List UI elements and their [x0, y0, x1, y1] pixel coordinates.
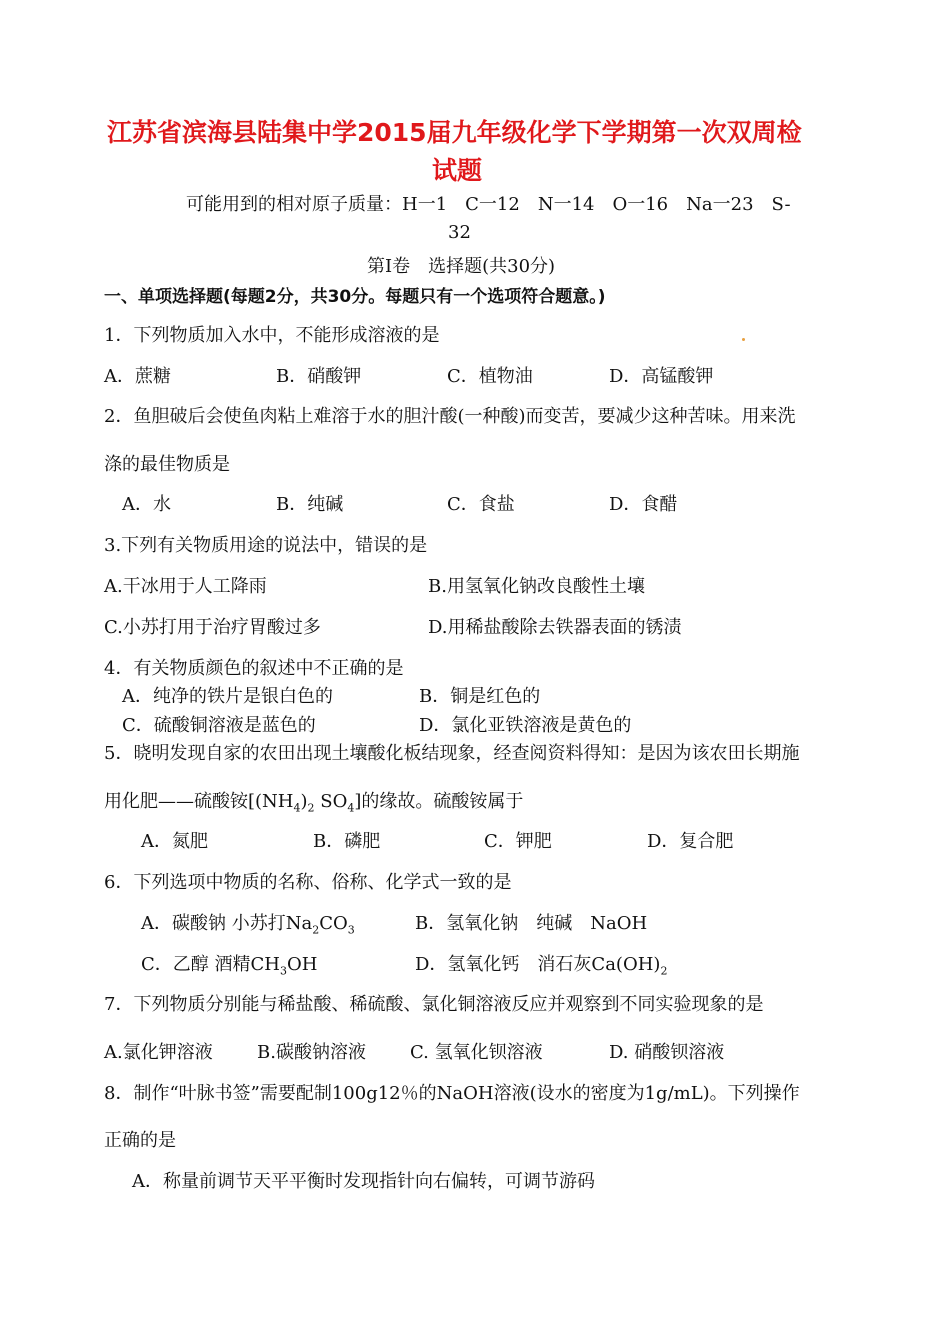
doc-title-line1: 江苏省滨海县陆集中学2015届九年级化学下学期第一次双周检: [107, 118, 802, 147]
q5-option-a: A．氮肥: [141, 831, 208, 852]
q6-stem: 6．下列选项中物质的名称、俗称、化学式一致的是: [104, 872, 512, 893]
q6-option-c: [141, 956, 317, 977]
q3-option-b: B.用氢氧化钠改良酸性土壤: [428, 576, 645, 597]
q4-option-c: C．硫酸铜溶液是蓝色的: [122, 715, 316, 736]
q5-sub-3: 4: [347, 801, 355, 815]
q1-option-c: C．植物油: [447, 366, 533, 387]
q3-option-d: D.用稀盐酸除去铁器表面的锈渍: [428, 617, 682, 638]
q2-option-a: A．水: [122, 494, 171, 515]
q5-option-d: D．复合肥: [647, 831, 734, 852]
q3-stem: 3.下列有关物质用途的说法中，错误的是: [104, 535, 428, 556]
q5-text-b: ): [300, 791, 308, 812]
q6-option-b: B．氢氧化钠 纯碱 NaOH: [415, 913, 648, 934]
q5-text-a: 用化肥——硫酸铵[(NH: [104, 791, 294, 812]
q6-d-sub: 2: [660, 964, 668, 978]
q6-option-d: [415, 956, 667, 977]
q1-option-a: A．蔗糖: [104, 366, 171, 387]
q6-c-text-b: OH: [286, 954, 318, 975]
q1-option-d: D．高锰酸钾: [609, 366, 714, 387]
q4-option-b: B．铜是红色的: [419, 686, 541, 707]
q2-option-d: D．食醋: [609, 494, 678, 515]
q6-a-text: A．碳酸钠 小苏打Na: [141, 913, 313, 934]
q6-c-sub: 3: [279, 964, 287, 978]
q1-option-b: B．硝酸钾: [276, 366, 362, 387]
q7-option-d: D. 硝酸钡溶液: [609, 1042, 725, 1063]
q6-option-a: [141, 915, 355, 936]
atomic-masses-line2: 32: [448, 222, 471, 243]
q8-stem-line2: 正确的是: [104, 1130, 176, 1151]
q5-text-d: ]的缘故。硫酸铵属于: [354, 791, 524, 812]
q5-stem-line2: [104, 793, 523, 814]
q1-stem: 1．下列物质加入水中，不能形成溶液的是: [104, 325, 440, 346]
q3-option-a: A.干冰用于人工降雨: [104, 576, 267, 597]
q5-sub-2: 2: [307, 801, 315, 815]
q2-stem-line1: 2．鱼胆破后会使鱼肉粘上难溶于水的胆汁酸(一种酸)而变苦，要减少这种苦味。用来洗: [104, 406, 796, 427]
q6-c-text: C．乙醇 酒精CH: [141, 954, 280, 975]
q5-text-c: SO: [314, 791, 348, 812]
q2-option-b: B．纯碱: [276, 494, 344, 515]
q6-a-sub1: 2: [312, 923, 320, 937]
q8-stem-line1: 8．制作“叶脉书签”需要配制100g12％的NaOH溶液(设水的密度为1g/mL)。下列操作: [104, 1083, 800, 1104]
q5-stem-line1: 5．晓明发现自家的农田出现土壤酸化板结现象，经查阅资料得知：是因为该农田长期施: [104, 743, 800, 764]
q6-a-text-b: CO: [319, 913, 348, 934]
part-one-heading: 一、单项选择题(每题2分，共30分。每题只有一个选项符合题意。): [104, 287, 606, 307]
q8-option-a: A．称量前调节天平平衡时发现指针向右偏转，可调节游码: [132, 1171, 595, 1192]
q4-stem: 4．有关物质颜色的叙述中不正确的是: [104, 658, 404, 679]
q7-option-c: C. 氢氧化钡溶液: [410, 1042, 543, 1063]
q5-option-b: B．磷肥: [313, 831, 381, 852]
stray-dot: [742, 338, 745, 341]
q7-option-a: A.氯化钾溶液: [104, 1042, 213, 1063]
doc-title-line2: 试题: [432, 156, 483, 185]
q3-option-c: C.小苏打用于治疗胃酸过多: [104, 617, 321, 638]
q2-option-c: C．食盐: [447, 494, 515, 515]
q6-a-sub2: 3: [347, 923, 355, 937]
q7-stem: 7．下列物质分别能与稀盐酸、稀硫酸、氯化铜溶液反应并观察到不同实验现象的是: [104, 994, 764, 1015]
q4-option-d: D．氯化亚铁溶液是黄色的: [419, 715, 632, 736]
q5-sub-1: 4: [293, 801, 301, 815]
q5-option-c: C．钾肥: [484, 831, 552, 852]
atomic-masses-line1: 可能用到的相对原子质量：H一1 C一12 N一14 O一16 Na一23 S-: [186, 194, 791, 215]
q2-stem-line2: 涤的最佳物质是: [104, 454, 230, 475]
q6-d-text: D．氢氧化钙 消石灰Ca(OH): [415, 954, 661, 975]
q7-option-b: B.碳酸钠溶液: [257, 1042, 366, 1063]
section-header: 第Ⅰ卷 选择题(共30分): [367, 256, 556, 277]
q4-option-a: A．纯净的铁片是银白色的: [122, 686, 333, 707]
